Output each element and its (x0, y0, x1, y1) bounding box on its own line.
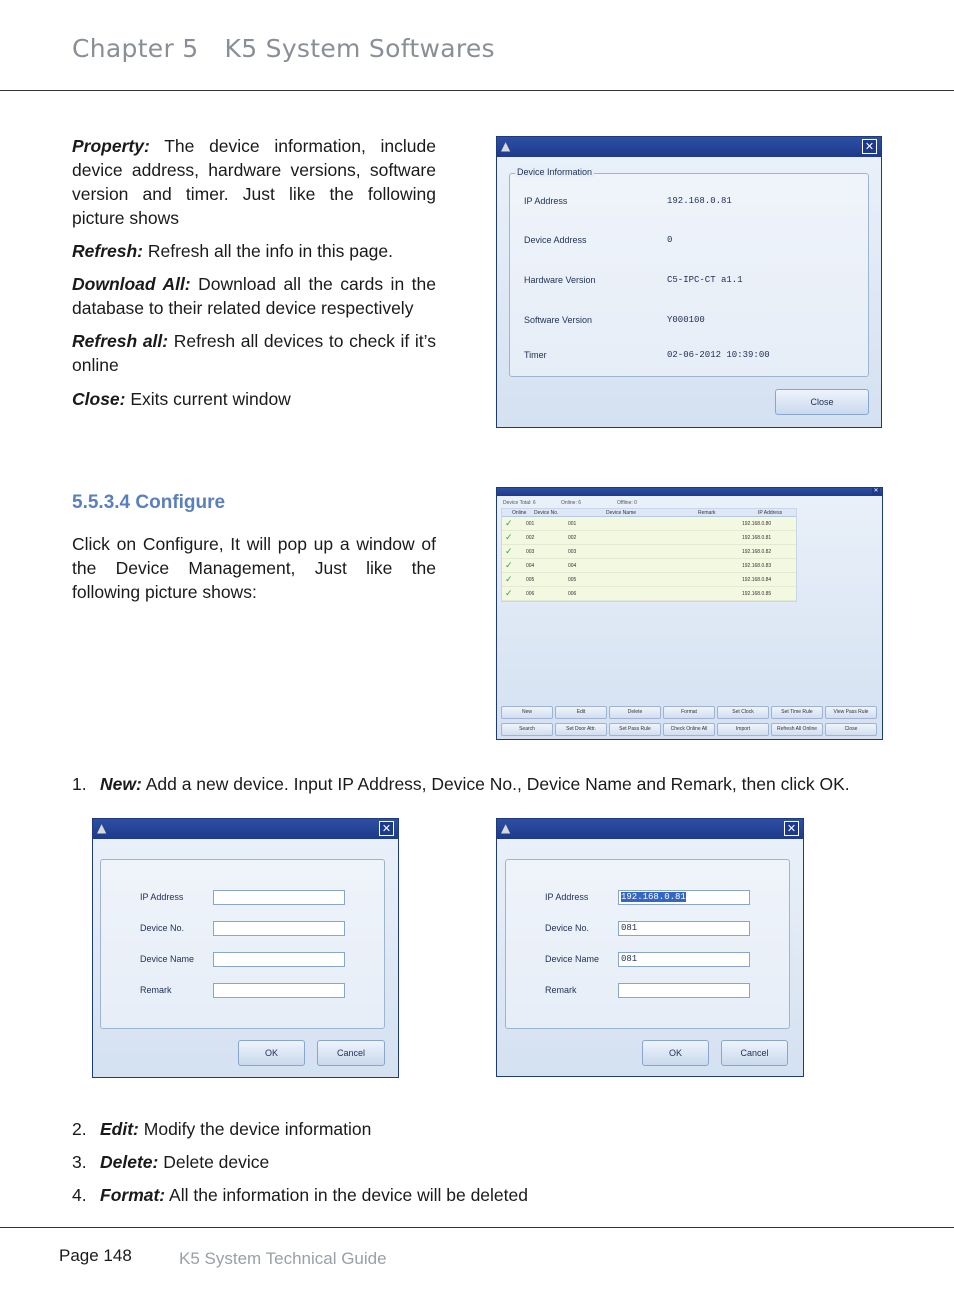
online-check-icon: ✓ (505, 575, 513, 585)
check-online-all-button[interactable]: Check Online All (663, 723, 715, 736)
list-number: 4. (72, 1185, 87, 1205)
group-label: Device Information (517, 167, 593, 177)
new-dialog-group (100, 859, 385, 1029)
app-icon: ▲ (97, 821, 107, 835)
online-check-icon: ✓ (505, 561, 513, 571)
device-management-window (496, 487, 883, 740)
online-check-icon: ✓ (505, 547, 513, 557)
hardware-version-value: C5-IPC-CT a1.1 (667, 275, 743, 285)
set-time-rule-button[interactable]: Set Time Rule (771, 706, 823, 719)
remark-label: Remark (545, 985, 577, 995)
ip-address-label: IP Address (524, 196, 568, 206)
device-name-label: Device Name (140, 954, 195, 964)
ip-address-label: IP Address (545, 892, 589, 902)
ip-address-input[interactable] (213, 890, 345, 905)
cell-device-name: 005 (568, 577, 577, 583)
term-new: New: (100, 774, 142, 794)
guide-title: K5 System Technical Guide (179, 1249, 387, 1268)
ok-button[interactable]: OK (642, 1040, 709, 1066)
remark-input[interactable] (618, 983, 750, 998)
close-button[interactable]: Close (775, 389, 869, 415)
format-button[interactable]: Format (663, 706, 715, 719)
section-heading: 5.5.3.4 Configure (72, 492, 226, 513)
set-pass-rule-button[interactable]: Set Pass Rule (609, 723, 661, 736)
property-window (496, 136, 882, 428)
app-icon: ▲ (501, 139, 511, 153)
refresh-all-online-button[interactable]: Refresh All Online (771, 723, 823, 736)
table-row[interactable] (502, 574, 796, 587)
table-row[interactable] (502, 518, 796, 531)
timer-value: 02-06-2012 10:39:00 (667, 350, 770, 360)
device-name-input[interactable] (213, 952, 345, 967)
cell-device-name: 002 (568, 535, 577, 541)
list-number: 2. (72, 1119, 87, 1139)
device-name-input[interactable]: 081 (618, 952, 750, 967)
cell-device-no: 004 (526, 563, 535, 569)
set-door-attr-button[interactable]: Set Door Attr. (555, 723, 607, 736)
tab-online[interactable]: Online: 6 (561, 500, 582, 506)
table-row[interactable] (502, 532, 796, 545)
cell-ip: 192.168.0.82 (742, 549, 772, 555)
cell-device-no: 006 (526, 591, 535, 597)
device-no-input[interactable]: 081 (618, 921, 750, 936)
col-device-no: Device No. (534, 510, 559, 516)
view-pass-rule-button[interactable]: View Pass Rule (825, 706, 877, 719)
cancel-button[interactable]: Cancel (317, 1040, 385, 1066)
desc-refresh-all: Refresh all devices to check if it’s online (72, 331, 436, 375)
chapter-header (72, 34, 495, 63)
cell-device-name: 006 (568, 591, 577, 597)
term-close: Close: (72, 389, 126, 409)
new-device-dialog (92, 818, 399, 1078)
cell-device-no: 005 (526, 577, 535, 583)
desc-edit: Modify the device information (138, 1119, 372, 1139)
device-address-value: 0 (667, 235, 673, 245)
term-download-all: Download All: (72, 274, 191, 294)
chapter-number: Chapter 5 (72, 34, 199, 63)
table-header (502, 509, 796, 517)
tab-device-total[interactable]: Device Total: 6 (503, 500, 536, 506)
edit-button[interactable]: Edit (555, 706, 607, 719)
cell-ip: 192.168.0.85 (742, 591, 772, 597)
new-device-dialog-filled (496, 818, 804, 1077)
term-refresh-all: Refresh all: (72, 331, 169, 351)
close-icon[interactable]: ✕ (873, 487, 879, 494)
cell-device-name: 001 (568, 521, 577, 527)
ip-address-input[interactable] (618, 890, 750, 905)
desc-download-all: Download all the cards in the database to their related device respectively (72, 274, 436, 318)
term-delete: Delete: (100, 1152, 159, 1172)
desc-close: Exits current window (125, 389, 291, 409)
cell-device-no: 001 (526, 521, 535, 527)
timer-label: Timer (524, 350, 547, 360)
close-icon[interactable]: ✕ (379, 821, 394, 836)
device-name-label: Device Name (545, 954, 600, 964)
filled-dialog-group (505, 859, 790, 1029)
app-icon: ▲ (501, 821, 511, 835)
term-format: Format: (100, 1185, 166, 1205)
import-button[interactable]: Import (717, 723, 769, 736)
table-row[interactable] (502, 560, 796, 573)
delete-button[interactable]: Delete (609, 706, 661, 719)
cell-device-no: 003 (526, 549, 535, 555)
paragraph-property (72, 134, 436, 230)
col-online: Online (512, 510, 527, 516)
paragraph-refresh-all (72, 329, 436, 377)
device-management-titlebar (497, 488, 882, 496)
new-dialog-body (93, 839, 398, 1077)
device-no-input[interactable] (213, 921, 345, 936)
set-clock-button[interactable]: Set Clock (717, 706, 769, 719)
desc-property: The device information, include device address, hardware versions, software version and timer. Just like the following picture shows (72, 136, 436, 228)
property-window-titlebar (497, 137, 881, 157)
header-divider (0, 90, 954, 91)
online-check-icon: ✓ (505, 589, 513, 599)
paragraph-download-all (72, 272, 436, 320)
device-no-label: Device No. (545, 923, 590, 933)
cancel-button[interactable]: Cancel (721, 1040, 788, 1066)
software-version-value: Y000100 (667, 315, 705, 325)
software-version-label: Software Version (524, 315, 593, 325)
table-row[interactable] (502, 546, 796, 559)
selected-text: 192.168.0.81 (621, 892, 686, 902)
ok-button[interactable]: OK (238, 1040, 305, 1066)
cell-ip: 192.168.0.83 (742, 563, 772, 569)
desc-new: Add a new device. Input IP Address, Device No., Device Name and Remark, then click OK. (141, 774, 850, 794)
cell-device-name: 003 (568, 549, 577, 555)
paragraph-close (72, 387, 436, 411)
list-number: 1. (72, 774, 87, 794)
list-number: 3. (72, 1152, 87, 1172)
col-ip-address: IP Address (758, 510, 783, 516)
list-item-delete (72, 1150, 269, 1174)
term-refresh: Refresh: (72, 241, 143, 261)
col-remark: Remark (698, 510, 716, 516)
online-check-icon: ✓ (505, 519, 513, 529)
chapter-title: K5 System Softwares (224, 34, 495, 63)
list-item-format (72, 1183, 528, 1207)
cell-device-name: 004 (568, 563, 577, 569)
page-number: Page 148 (59, 1246, 132, 1265)
device-management-body (497, 496, 882, 739)
section-paragraph: Click on Configure, It will pop up a window of the Device Management, Just like the following picture shows: (72, 534, 436, 602)
term-edit: Edit: (100, 1119, 139, 1139)
dm-close-button[interactable]: Close (825, 723, 877, 736)
device-no-label: Device No. (140, 923, 185, 933)
cell-ip: 192.168.0.80 (742, 521, 772, 527)
device-address-label: Device Address (524, 235, 587, 245)
term-property: Property: (72, 136, 150, 156)
close-icon[interactable]: ✕ (784, 821, 799, 836)
remark-label: Remark (140, 985, 172, 995)
desc-refresh: Refresh all the info in this page. (143, 241, 394, 261)
paragraph-refresh (72, 239, 436, 263)
device-information-group (509, 167, 869, 377)
new-dialog-titlebar (93, 819, 398, 839)
cell-ip: 192.168.0.81 (742, 535, 772, 541)
filled-dialog-body (497, 839, 803, 1076)
table-row[interactable] (502, 588, 796, 601)
device-table (501, 508, 797, 602)
filled-dialog-titlebar (497, 819, 803, 839)
footer-divider (0, 1227, 954, 1228)
cell-device-no: 002 (526, 535, 535, 541)
close-icon[interactable]: ✕ (862, 139, 877, 154)
list-item-edit (72, 1117, 371, 1141)
hardware-version-label: Hardware Version (524, 275, 596, 285)
new-button[interactable]: New (501, 706, 553, 719)
search-button[interactable]: Search (501, 723, 553, 736)
property-window-body (497, 157, 881, 427)
tab-offline[interactable]: Offline: 0 (617, 500, 637, 506)
remark-input[interactable] (213, 983, 345, 998)
ip-address-label: IP Address (140, 892, 184, 902)
desc-format: All the information in the device will be deleted (165, 1185, 528, 1205)
desc-delete: Delete device (158, 1152, 270, 1172)
ip-address-value: 192.168.0.81 (667, 196, 732, 206)
col-device-name: Device Name (606, 510, 637, 516)
list-item-new (72, 772, 850, 796)
cell-ip: 192.168.0.84 (742, 577, 772, 583)
online-check-icon: ✓ (505, 533, 513, 543)
